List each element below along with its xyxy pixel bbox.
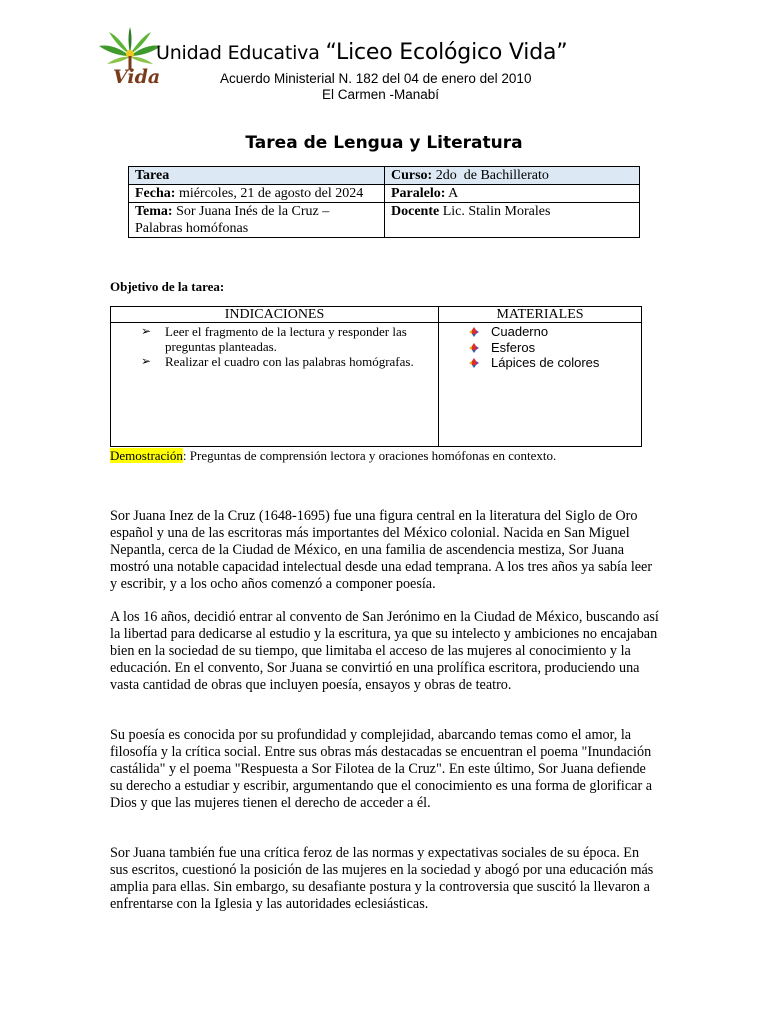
four-arrow-bullet-icon <box>469 327 479 337</box>
list-item <box>469 340 641 356</box>
ministerial-agreement: Acuerdo Ministerial N. 182 del 04 de enero del 2010 <box>220 71 532 86</box>
date-value: miércoles, 21 de agosto del 2024 <box>175 186 364 201</box>
parallel-value: A <box>445 186 459 201</box>
body-paragraph: Sor Juana también fue una crítica feroz de las normas y expectativas sociales de su época. En sus escritos, cuestionó la posición de las mujeres en la sociedad y abogó por una educación más amplia para ellas. Sin embargo, su desafiante postura y la controversia que suscitó la llevaron a enfrentarse con la Iglesia y las autoridades eclesiásticas. <box>110 845 654 912</box>
tasks-body-row <box>111 323 642 447</box>
info-header-row <box>129 167 640 185</box>
list-item <box>469 355 641 371</box>
course-value: 2do de Bachillerato <box>432 168 549 183</box>
arrow-bullet-icon: ➢ <box>141 354 152 368</box>
teacher-cell <box>385 203 640 238</box>
date-cell <box>129 185 385 203</box>
body-paragraph: Sor Juana Inez de la Cruz (1648-1695) fue una figura central en la literatura del Siglo de Oro español y una de las escritoras más importantes del México colonial. Nacida en San Miguel Nepantla, cerca de la Ciudad de México, en una familia de ascendencia mestiza, Sor Juana mostró una notable capacidad intelectual desde una edad temprana. A los tres años ya sabía leer y escribir, y a los ocho años comenzó a componer poesía. <box>110 508 653 592</box>
four-arrow-bullet-icon <box>469 358 479 368</box>
task-info-table <box>128 166 640 238</box>
school-title: “Liceo Ecológico Vida” <box>325 40 568 65</box>
material-text: Lápices de colores <box>491 355 600 370</box>
indications-cell <box>111 323 439 447</box>
parallel-cell <box>385 185 640 203</box>
teacher-value: Lic. Stalin Morales <box>439 204 551 219</box>
demonstration-text: : Preguntas de comprensión lectora y oraciones homófonas en contexto. <box>182 448 557 463</box>
materials-header: MATERIALES <box>439 307 642 323</box>
indication-text: Realizar el cuadro con las palabras homógrafas. <box>165 354 414 369</box>
school-logo <box>95 26 165 98</box>
objective-label: Objetivo de la tarea: <box>110 279 225 294</box>
document-title: Tarea de Lengua y Literatura <box>245 133 523 153</box>
parallel-label: Paralelo: <box>391 186 446 201</box>
info-row <box>129 185 640 203</box>
logo-text: Vida <box>113 66 161 88</box>
topic-cell <box>129 203 385 238</box>
date-label: Fecha: <box>135 186 176 201</box>
material-text: Esferos <box>491 339 536 355</box>
tree-icon <box>99 27 161 70</box>
school-name <box>156 40 567 65</box>
indication-text: Leer el fragmento de la lectura y responder las preguntas planteadas. <box>165 324 407 354</box>
school-prefix: Unidad Educativa <box>156 42 320 64</box>
course-label: Curso: <box>391 168 433 183</box>
materials-list <box>439 323 641 371</box>
four-arrow-bullet-icon <box>469 343 479 353</box>
school-location: El Carmen -Manabí <box>322 87 440 102</box>
list-item <box>469 324 641 340</box>
indications-list <box>111 323 438 369</box>
demonstration-line <box>110 448 556 464</box>
tasks-table <box>110 306 642 447</box>
info-row <box>129 203 640 238</box>
body-paragraph: A los 16 años, decidió entrar al convento de San Jerónimo en la Ciudad de México, buscando así la libertad para dedicarse al estudio y la escritura, ya que su intelecto y ambiciones no encajaban bien en la sociedad de su tiempo, que limitaba el acceso de las mujeres al conocimiento y la educación. En el convento, Sor Juana se convirtió en una prolífica escritora, produciendo una vasta cantidad de obras que incluyen poesía, ensayos y obras de teatro. <box>110 609 659 693</box>
material-text: Cuaderno <box>491 324 549 339</box>
teacher-label: Docente <box>391 204 440 219</box>
indications-header: INDICACIONES <box>111 307 439 323</box>
topic-label: Tema: <box>135 204 173 219</box>
arrow-bullet-icon: ➢ <box>141 324 152 338</box>
list-item <box>141 354 438 369</box>
course-cell <box>385 167 640 185</box>
topic-value: Sor Juana Inés de la Cruz – Palabras homófonas <box>135 204 330 236</box>
task-label: Tarea <box>135 168 170 183</box>
tasks-header-row <box>111 307 642 323</box>
demonstration-label: Demostración <box>110 448 183 463</box>
list-item <box>141 324 438 354</box>
materials-cell <box>439 323 642 447</box>
task-label-cell <box>129 167 385 185</box>
body-paragraph: Su poesía es conocida por su profundidad y complejidad, abarcando temas como el amor, la filosofía y la crítica social. Entre sus obras más destacadas se encuentran el poema "Inundación castálida" y el poema "Respuesta a Sor Filotea de la Cruz". En este último, Sor Juana defiende su derecho a estudiar y escribir, argumentando que el conocimiento es una forma de glorificar a Dios y que las mujeres tienen el derecho de acceder a él. <box>110 727 653 811</box>
